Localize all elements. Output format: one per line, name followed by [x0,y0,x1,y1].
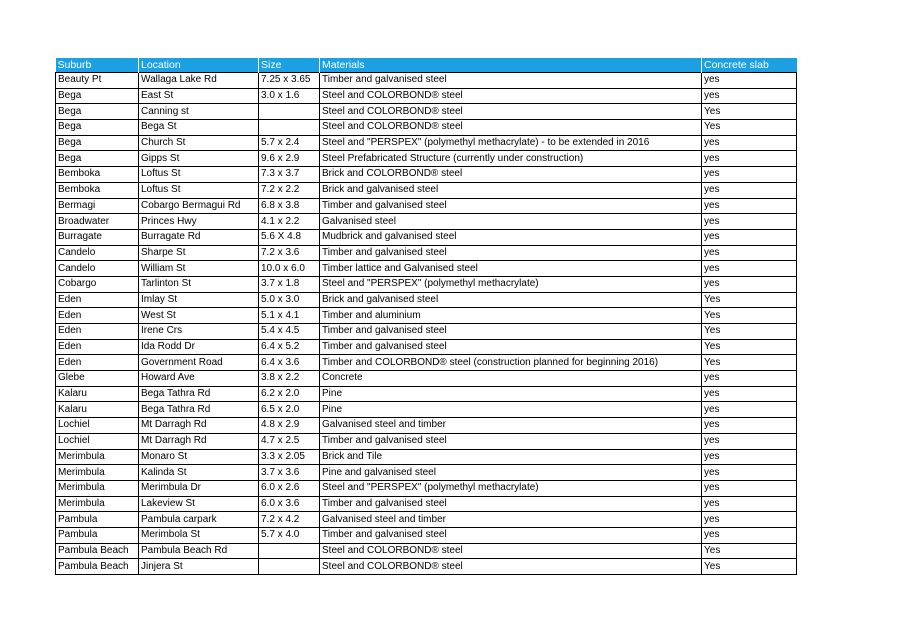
materials-cell: Steel Prefabricated Structure (currently under construction) [320,151,702,167]
header-location: Location [139,58,259,73]
suburb-cell: Glebe [56,371,139,387]
materials-cell: Galvanised steel and timber [320,512,702,528]
location-cell: Cobargo Bermagui Rd [139,198,259,214]
concrete-slab-cell: yes [702,371,797,387]
size-cell: 6.5 x 2.0 [259,402,320,418]
location-cell: Monaro St [139,449,259,465]
table-row [56,496,797,512]
suburb-cell: Bemboka [56,167,139,183]
bus-shelter-table [55,58,797,575]
materials-cell: Steel and "PERSPEX" (polymethyl methacrylate) [320,276,702,292]
materials-cell: Steel and COLORBOND® steel [320,104,702,120]
table-row [56,261,797,277]
header-size: Size [259,58,320,73]
size-cell: 6.0 x 3.6 [259,496,320,512]
size-cell: 7.2 x 3.6 [259,245,320,261]
location-cell: Imlay St [139,292,259,308]
size-cell: 6.4 x 3.6 [259,355,320,371]
size-cell: 7.2 x 4.2 [259,512,320,528]
concrete-slab-cell: yes [702,402,797,418]
location-cell: Princes Hwy [139,214,259,230]
location-cell: Pambula carpark [139,512,259,528]
header-materials: Materials [320,58,702,73]
location-cell: Howard Ave [139,371,259,387]
concrete-slab-cell: yes [702,198,797,214]
concrete-slab-cell: Yes [702,543,797,559]
table-row [56,308,797,324]
concrete-slab-cell: yes [702,386,797,402]
location-cell: Merimbula Dr [139,480,259,496]
table-row [56,276,797,292]
location-cell: Government Road [139,355,259,371]
location-cell: Bega St [139,120,259,136]
size-cell: 3.3 x 2.05 [259,449,320,465]
size-cell: 5.7 x 2.4 [259,135,320,151]
concrete-slab-cell: yes [702,496,797,512]
materials-cell: Mudbrick and galvanised steel [320,229,702,245]
materials-cell: Timber and galvanised steel [320,198,702,214]
table-row [56,465,797,481]
table-row [56,339,797,355]
suburb-cell: Cobargo [56,276,139,292]
materials-cell: Timber and galvanised steel [320,73,702,89]
size-cell: 10.0 x 6.0 [259,261,320,277]
location-cell: Bega Tathra Rd [139,386,259,402]
suburb-cell: Kalaru [56,402,139,418]
suburb-cell: Pambula [56,527,139,543]
table-row [56,292,797,308]
table-row [56,527,797,543]
location-cell: William St [139,261,259,277]
suburb-cell: Kalaru [56,386,139,402]
concrete-slab-cell: yes [702,167,797,183]
size-cell: 4.1 x 2.2 [259,214,320,230]
location-cell: East St [139,88,259,104]
suburb-cell: Bega [56,104,139,120]
materials-cell: Concrete [320,371,702,387]
materials-cell: Steel and "PERSPEX" (polymethyl methacrylate) - to be extended in 2016 [320,135,702,151]
location-cell: Pambula Beach Rd [139,543,259,559]
suburb-cell: Lochiel [56,433,139,449]
location-cell: Mt Darragh Rd [139,418,259,434]
size-cell: 9.6 x 2.9 [259,151,320,167]
size-cell: 5.7 x 4.0 [259,527,320,543]
materials-cell: Timber lattice and Galvanised steel [320,261,702,277]
materials-cell: Steel and COLORBOND® steel [320,559,702,575]
table-header [56,58,797,73]
table-row [56,182,797,198]
concrete-slab-cell: yes [702,151,797,167]
size-cell [259,559,320,575]
concrete-slab-cell: yes [702,245,797,261]
concrete-slab-cell: Yes [702,120,797,136]
table-row [56,355,797,371]
concrete-slab-cell: yes [702,261,797,277]
suburb-cell: Bermagi [56,198,139,214]
materials-cell: Brick and COLORBOND® steel [320,167,702,183]
table-row [56,104,797,120]
suburb-cell: Eden [56,339,139,355]
location-cell: Wallaga Lake Rd [139,73,259,89]
location-cell: Gipps St [139,151,259,167]
suburb-cell: Eden [56,292,139,308]
table-row [56,198,797,214]
table-row [56,559,797,575]
concrete-slab-cell: Yes [702,355,797,371]
concrete-slab-cell: yes [702,229,797,245]
table-row [56,386,797,402]
table-row [56,418,797,434]
table-body [56,73,797,575]
materials-cell: Brick and galvanised steel [320,182,702,198]
materials-cell: Timber and galvanised steel [320,527,702,543]
materials-cell: Timber and aluminium [320,308,702,324]
table-row [56,167,797,183]
concrete-slab-cell: yes [702,276,797,292]
table-row [56,480,797,496]
size-cell: 6.4 x 5.2 [259,339,320,355]
location-cell: Ida Rodd Dr [139,339,259,355]
suburb-cell: Eden [56,308,139,324]
size-cell [259,120,320,136]
suburb-cell: Pambula Beach [56,543,139,559]
size-cell: 7.25 x 3.65 [259,73,320,89]
suburb-cell: Candelo [56,245,139,261]
size-cell: 7.2 x 2.2 [259,182,320,198]
materials-cell: Pine [320,386,702,402]
suburb-cell: Merimbula [56,449,139,465]
materials-cell: Timber and galvanised steel [320,339,702,355]
table-row [56,402,797,418]
concrete-slab-cell: Yes [702,559,797,575]
suburb-cell: Bega [56,120,139,136]
location-cell: Loftus St [139,182,259,198]
table-row [56,371,797,387]
suburb-cell: Merimbula [56,496,139,512]
table-row [56,449,797,465]
header-row [56,58,797,73]
materials-cell: Steel and "PERSPEX" (polymethyl methacrylate) [320,480,702,496]
size-cell: 5.0 x 3.0 [259,292,320,308]
size-cell: 6.2 x 2.0 [259,386,320,402]
concrete-slab-cell: yes [702,73,797,89]
size-cell: 4.7 x 2.5 [259,433,320,449]
size-cell: 6.8 x 3.8 [259,198,320,214]
location-cell: Bega Tathra Rd [139,402,259,418]
size-cell: 3.7 x 1.8 [259,276,320,292]
table-row [56,120,797,136]
concrete-slab-cell: Yes [702,324,797,340]
concrete-slab-cell: yes [702,433,797,449]
suburb-cell: Pambula Beach [56,559,139,575]
location-cell: Tarlinton St [139,276,259,292]
table-row [56,73,797,89]
suburb-cell: Bemboka [56,182,139,198]
suburb-cell: Beauty Pt [56,73,139,89]
table-row [56,88,797,104]
materials-cell: Pine [320,402,702,418]
materials-cell: Steel and COLORBOND® steel [320,88,702,104]
suburb-cell: Bega [56,151,139,167]
suburb-cell: Candelo [56,261,139,277]
materials-cell: Galvanised steel [320,214,702,230]
location-cell: West St [139,308,259,324]
table-row [56,151,797,167]
size-cell: 4.8 x 2.9 [259,418,320,434]
size-cell [259,543,320,559]
size-cell: 6.0 x 2.6 [259,480,320,496]
suburb-cell: Bega [56,135,139,151]
table-row [56,229,797,245]
suburb-cell: Broadwater [56,214,139,230]
location-cell: Merimbola St [139,527,259,543]
suburb-cell: Bega [56,88,139,104]
materials-cell: Timber and galvanised steel [320,496,702,512]
table-row [56,214,797,230]
location-cell: Church St [139,135,259,151]
size-cell: 7.3 x 3.7 [259,167,320,183]
materials-cell: Steel and COLORBOND® steel [320,543,702,559]
table-row [56,245,797,261]
concrete-slab-cell: yes [702,449,797,465]
concrete-slab-cell: yes [702,214,797,230]
suburb-cell: Pambula [56,512,139,528]
concrete-slab-cell: Yes [702,339,797,355]
size-cell: 3.0 x 1.6 [259,88,320,104]
suburb-cell: Lochiel [56,418,139,434]
location-cell: Jinjera St [139,559,259,575]
materials-cell: Timber and galvanised steel [320,245,702,261]
size-cell: 3.8 x 2.2 [259,371,320,387]
suburb-cell: Burragate [56,229,139,245]
concrete-slab-cell: Yes [702,292,797,308]
location-cell: Mt Darragh Rd [139,433,259,449]
location-cell: Burragate Rd [139,229,259,245]
concrete-slab-cell: yes [702,527,797,543]
materials-cell: Galvanised steel and timber [320,418,702,434]
location-cell: Sharpe St [139,245,259,261]
table-row [56,543,797,559]
table-row [56,512,797,528]
concrete-slab-cell: yes [702,465,797,481]
size-cell: 5.1 x 4.1 [259,308,320,324]
concrete-slab-cell: yes [702,182,797,198]
concrete-slab-cell: Yes [702,104,797,120]
location-cell: Lakeview St [139,496,259,512]
size-cell: 5.4 x 4.5 [259,324,320,340]
materials-cell: Pine and galvanised steel [320,465,702,481]
materials-cell: Brick and galvanised steel [320,292,702,308]
concrete-slab-cell: yes [702,418,797,434]
concrete-slab-cell: yes [702,480,797,496]
concrete-slab-cell: yes [702,88,797,104]
size-cell [259,104,320,120]
materials-cell: Steel and COLORBOND® steel [320,120,702,136]
suburb-cell: Eden [56,324,139,340]
materials-cell: Timber and galvanised steel [320,324,702,340]
table-row [56,324,797,340]
header-concrete-slab: Concrete slab [702,58,797,73]
suburb-cell: Eden [56,355,139,371]
location-cell: Irene Crs [139,324,259,340]
concrete-slab-cell: Yes [702,308,797,324]
table-row [56,135,797,151]
materials-cell: Brick and Tile [320,449,702,465]
table-row [56,433,797,449]
size-cell: 3.7 x 3.6 [259,465,320,481]
header-suburb: Suburb [56,58,139,73]
materials-cell: Timber and galvanised steel [320,433,702,449]
suburb-cell: Merimbula [56,480,139,496]
location-cell: Canning st [139,104,259,120]
concrete-slab-cell: yes [702,512,797,528]
materials-cell: Timber and COLORBOND® steel (construction planned for beginning 2016) [320,355,702,371]
concrete-slab-cell: yes [702,135,797,151]
size-cell: 5.6 X 4.8 [259,229,320,245]
location-cell: Kalinda St [139,465,259,481]
location-cell: Loftus St [139,167,259,183]
suburb-cell: Merimbula [56,465,139,481]
